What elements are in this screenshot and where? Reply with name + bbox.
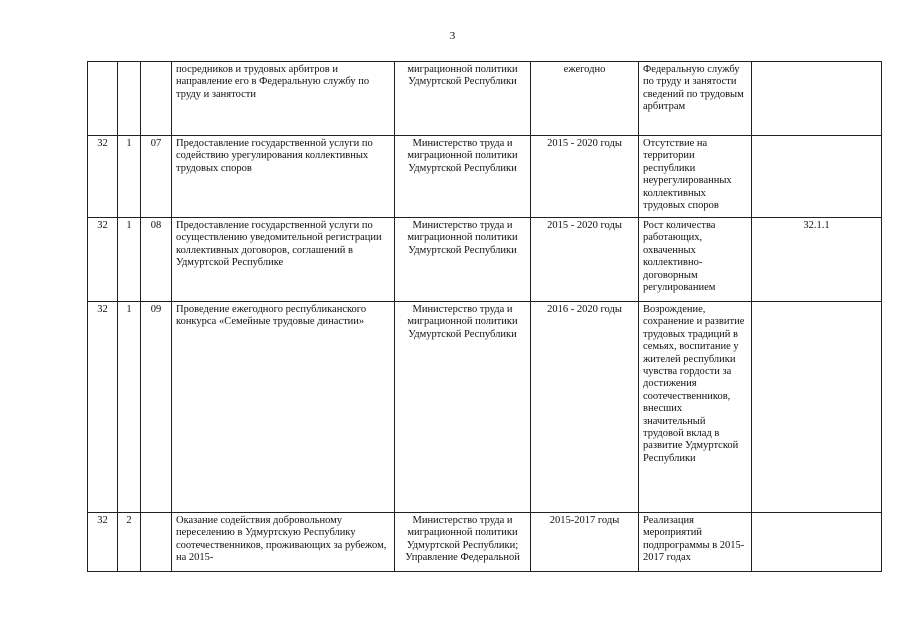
responsible-executor: Министерство труда и миграционной политики Удмуртской Республики; Управление Федеральной: [395, 513, 531, 572]
expected-result: Отсутствие на территории республики неурегулированных коллективных трудовых споров: [639, 136, 752, 218]
state-program-code: 32: [88, 302, 118, 513]
expected-result: Реализация мероприятий подпрограммы в 2015-2017 годах: [639, 513, 752, 572]
table-row: [88, 513, 882, 572]
responsible-executor: миграционной политики Удмуртской Республики: [395, 62, 531, 136]
target-indicator: [752, 62, 882, 136]
responsible-executor: Министерство труда и миграционной политики Удмуртской Республики: [395, 302, 531, 513]
responsible-executor: Министерство труда и миграционной политики Удмуртской Республики: [395, 218, 531, 302]
expected-result: Возрождение, сохранение и развитие трудовых традиций в семьях, воспитание у жителей республики чувства гордости за достижения соотечественников, внесших значительный трудовой вклад в развитие Удмуртской Республики: [639, 302, 752, 513]
target-indicator: [752, 302, 882, 513]
event-name: Предоставление государственной услуги по осуществлению уведомительной регистрации коллективных договоров, соглашений в Удмуртской Республике: [172, 218, 395, 302]
event-name: посредников и трудовых арбитров и направление его в Федеральную службу по труду и занятости: [172, 62, 395, 136]
expected-result: Рост количества работающих, охваченных коллективно-договорным регулированием: [639, 218, 752, 302]
subprogram-code: 2: [118, 513, 141, 572]
execution-period: 2016 - 2020 годы: [531, 302, 639, 513]
state-program-code: [88, 62, 118, 136]
event-code: 09: [141, 302, 172, 513]
target-indicator: 32.1.1: [752, 218, 882, 302]
subprogram-code: 1: [118, 218, 141, 302]
execution-period: 2015 - 2020 годы: [531, 136, 639, 218]
subprogram-code: 1: [118, 302, 141, 513]
execution-period: 2015 - 2020 годы: [531, 218, 639, 302]
event-name: Предоставление государственной услуги по содействию урегулирования коллективных трудовых споров: [172, 136, 395, 218]
program-events-table: [87, 61, 882, 572]
responsible-executor: Министерство труда и миграционной политики Удмуртской Республики: [395, 136, 531, 218]
event-code: [141, 513, 172, 572]
table-row: [88, 136, 882, 218]
event-code: 08: [141, 218, 172, 302]
subprogram-code: [118, 62, 141, 136]
expected-result: Федеральную службу по труду и занятости сведений по трудовым арбитрам: [639, 62, 752, 136]
execution-period: ежегодно: [531, 62, 639, 136]
event-name: Проведение ежегодного республиканского конкурса «Семейные трудовые династии»: [172, 302, 395, 513]
event-name: Оказание содействия добровольному переселению в Удмуртскую Республику соотечественников, проживающих за рубежом, на 2015-: [172, 513, 395, 572]
state-program-code: 32: [88, 218, 118, 302]
state-program-code: 32: [88, 136, 118, 218]
execution-period: 2015-2017 годы: [531, 513, 639, 572]
table-row: [88, 62, 882, 136]
target-indicator: [752, 136, 882, 218]
table-row: [88, 302, 882, 513]
table-row: [88, 218, 882, 302]
event-code: [141, 62, 172, 136]
subprogram-code: 1: [118, 136, 141, 218]
page-number: 3: [449, 30, 456, 42]
state-program-code: 32: [88, 513, 118, 572]
event-code: 07: [141, 136, 172, 218]
target-indicator: [752, 513, 882, 572]
